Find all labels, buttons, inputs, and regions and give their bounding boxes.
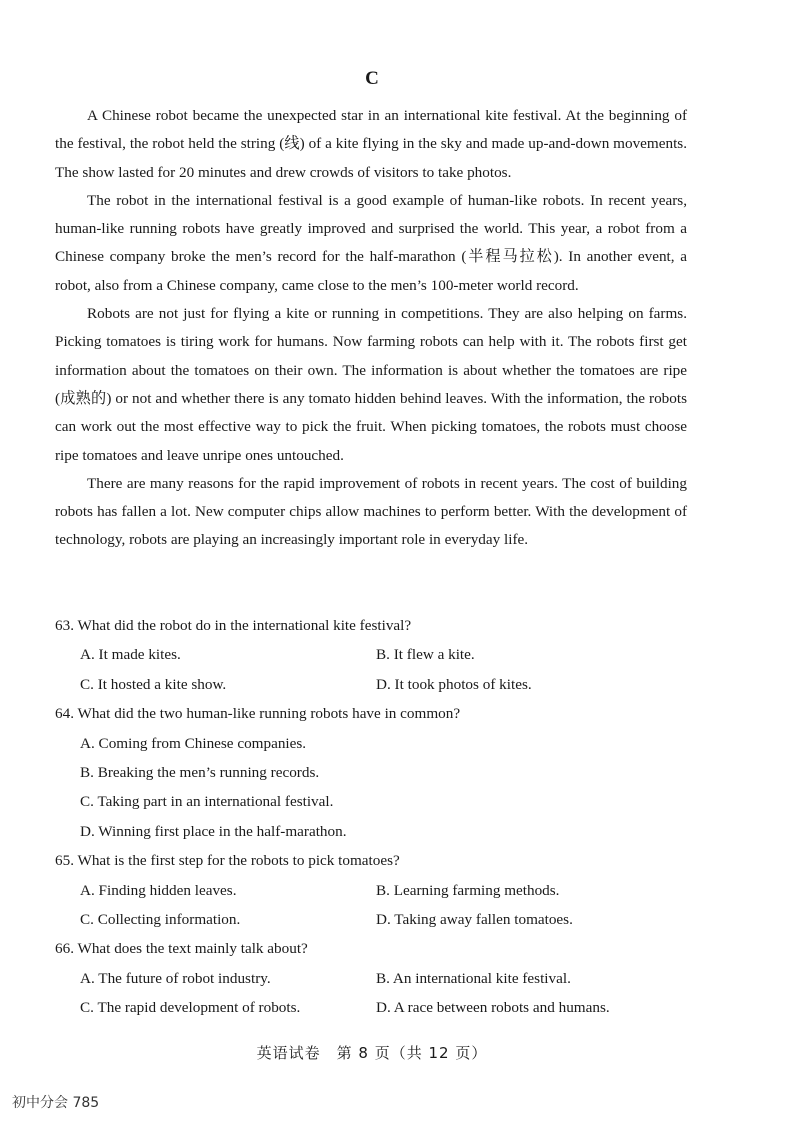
option-d: D. Winning first place in the half-marathon. <box>80 822 347 840</box>
question-66 <box>55 934 695 1022</box>
question-list <box>55 611 695 1023</box>
option-b: B. It flew a kite. <box>376 646 475 664</box>
option-c: C. Taking part in an international festival. <box>80 793 334 811</box>
question-stem: 66. What does the text mainly talk about? <box>55 940 308 958</box>
option-row <box>55 964 695 993</box>
question-63 <box>55 611 695 699</box>
passage-paragraph-1: A Chinese robot became the unexpected star in an international kite festival. At the beginning of the festival, the robot held the string (线) of a kite flying in the sky and made up-and-down movements. The show lasted for 20 minutes and drew crowds of visitors to take photos. <box>55 107 687 181</box>
option-a: A. Finding hidden leaves. <box>80 881 237 899</box>
option-c: C. It hosted a kite show. <box>80 675 227 693</box>
option-row <box>55 993 695 1022</box>
section-title: C <box>365 68 379 89</box>
option-d: D. Taking away fallen tomatoes. <box>376 911 573 929</box>
option-row <box>55 640 695 669</box>
question-64 <box>55 699 695 846</box>
page-footer: 英语试卷 第 8 页（共 12 页） <box>256 1044 488 1062</box>
option-a: A. It made kites. <box>80 646 181 664</box>
question-stem: 64. What did the two human-like running robots have in common? <box>55 705 461 723</box>
option-row <box>55 670 695 699</box>
question-65 <box>55 846 695 934</box>
reading-passage <box>55 102 687 555</box>
passage-paragraph-3: Robots are not just for flying a kite or running in competitions. They are also helping on farms. Picking tomatoes is tiring work for humans. Now farming robots can help with it. The robots first get information about the tomatoes on their own. The information is about whether the tomatoes are ripe (成熟的) or not and whether there is any tomato hidden behind leaves. With the information, the robots can work out the most effective way to pick the fruit. When picking tomatoes, the robots must choose ripe tomatoes and leave unripe ones untouched. <box>55 305 687 464</box>
option-a: A. Coming from Chinese companies. <box>80 734 307 752</box>
option-b: B. An international kite festival. <box>376 969 571 987</box>
option-b: B. Learning farming methods. <box>376 881 560 899</box>
option-c: C. Collecting information. <box>80 911 241 929</box>
option-b: B. Breaking the men’s running records. <box>80 764 320 782</box>
option-row <box>55 876 695 905</box>
question-stem: 63. What did the robot do in the international kite festival? <box>55 617 412 634</box>
passage-paragraph-4: There are many reasons for the rapid improvement of robots in recent years. The cost of building robots has fallen a lot. New computer chips allow machines to perform better. With the development of technology, robots are playing an increasingly important role in everyday life. <box>55 474 687 549</box>
option-a: A. The future of robot industry. <box>80 969 271 987</box>
option-d: D. It took photos of kites. <box>376 675 532 693</box>
question-stem: 65. What is the first step for the robots to pick tomatoes? <box>55 852 400 870</box>
option-c: C. The rapid development of robots. <box>80 999 301 1017</box>
passage-paragraph-2: The robot in the international festival is a good example of human-like robots. In recent years, human-like running robots have greatly improved and surprised the world. This year, a robot from a Chinese company broke the men’s record for the half-marathon (半程马拉松). In another event, a robot, also from a Chinese company, came close to the men’s 100-meter world record. <box>55 191 687 294</box>
option-row <box>55 905 695 934</box>
option-d: D. A race between robots and humans. <box>376 999 610 1017</box>
watermark-label: 初中分会 785 <box>12 1095 100 1111</box>
